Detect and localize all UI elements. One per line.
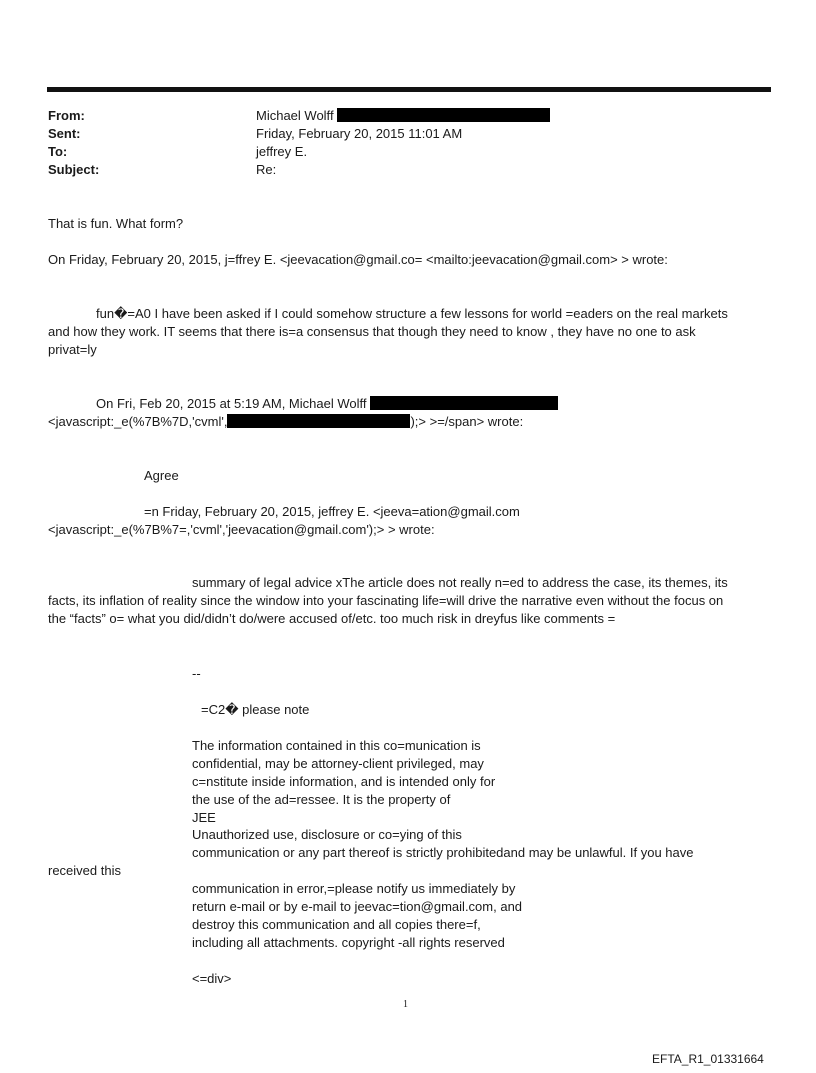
disclaimer-line: The information contained in this co=munication is [192,738,481,753]
quote1-line1: fun�=A0 I have been asked if I could somehow structure a few lessons for world =eaders on the real markets [96,306,728,321]
to-label: To: [48,144,68,159]
from-name: Michael Wolff [256,108,334,123]
quote3-intro-line1: =n Friday, February 20, 2015, jeffrey E. <jeeva=ation@gmail.com [144,504,520,519]
quote2-intro-line1 [96,395,558,413]
disclaimer-line: the use of the ad=ressee. It is the property of [192,792,451,807]
to-value: jeffrey E. [256,144,308,159]
quote2-intro-text: On Fri, Feb 20, 2015 at 5:19 AM, Michael Wolff [96,396,367,411]
disclaimer-line: communication in error,=please notify us immediately by [192,881,516,896]
quote1-intro: On Friday, February 20, 2015, j=ffrey E. <jeevacation@gmail.co= <mailto:jeevacation@gmail.com> > wrote: [48,252,668,267]
quote1-line2: and how they work. IT seems that there is=a consensus that though they need to know , they have no one to ask [48,324,696,339]
page-number: 1 [403,999,408,1010]
quote2-intro-js: <javascript:_e(%7B%7D,'cvml', [48,414,228,429]
signature-dashes: -- [192,666,201,681]
quote3-line2: facts, its inflation of reality since the window into your fascinating life=will drive the narrative even without the focus on [48,593,724,608]
disclaimer-line: JEE [192,810,216,825]
disclaimer-line: including all attachments. copyright -all rights reserved [192,935,505,950]
subject-value: Re: [256,162,277,177]
disclaimer-line: confidential, may be attorney-client privileged, may [192,756,484,771]
document-id: EFTA_R1_01331664 [652,1052,764,1066]
quote3-intro-line2: <javascript:_e(%7B%7=,'cvml','jeevacation@gmail.com');> > wrote: [48,522,435,537]
quote3-line1: summary of legal advice xThe article does not really n=ed to address the case, its themes, its [192,575,728,590]
quote3-line3: the “facts” o= what you did/didn’t do/were accused of/etc. too much risk in dreyfus like comments = [48,611,616,626]
reply-text: That is fun. What form? [48,216,184,231]
disclaimer-line: received this [48,863,121,878]
div-tag-text: <=div> [192,971,232,986]
disclaimer-line: destroy this communication and all copies there=f, [192,917,481,932]
quote2-intro-tail: );> >=/span> wrote: [410,414,524,429]
disclaimer-line: return e-mail or by e-mail to jeevac=tion@gmail.com, and [192,899,523,914]
from-label: From: [48,108,85,123]
sent-value: Friday, February 20, 2015 11:01 AM [256,126,463,141]
quote1-line3: privat=ly [48,342,97,357]
signature-note: =C2� please note [201,702,310,717]
redaction-box [370,396,558,410]
disclaimer-line: communication or any part thereof is strictly prohibitedand may be unlawful. If you have [192,845,694,860]
quote2-intro-line2 [48,413,523,431]
subject-label: Subject: [48,162,100,177]
disclaimer-line: Unauthorized use, disclosure or co=ying of this [192,827,462,842]
sent-label: Sent: [48,126,81,141]
redaction-box [337,108,550,122]
from-value [256,107,550,125]
quote2-text: Agree [144,468,179,483]
disclaimer-line: c=nstitute inside information, and is intended only for [192,774,496,789]
redaction-box [227,414,410,428]
header-rule [47,87,771,92]
